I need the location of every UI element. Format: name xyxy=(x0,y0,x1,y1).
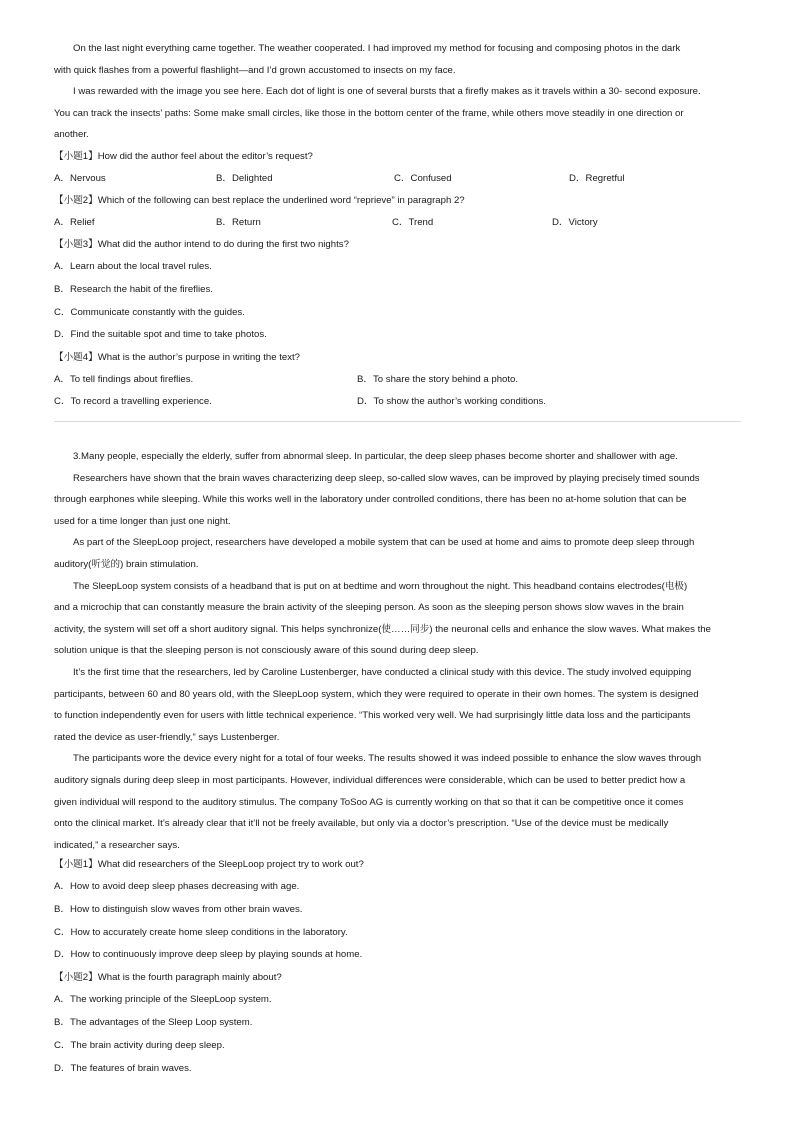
option-c[interactable]: C．The brain activity during deep sleep. xyxy=(54,1039,225,1051)
option-b[interactable]: B．Return xyxy=(216,217,261,228)
paragraph-line: Researchers have shown that the brain waves characterizing deep sleep, so-called slow waves, can be improved by playing precisely timed sounds xyxy=(73,472,700,484)
option-d[interactable]: D．Regretful xyxy=(569,173,625,184)
paragraph-line: rated the device as user-friendly,” says Lustenberger. xyxy=(54,731,280,743)
paragraph-line: The participants wore the device every night for a total of four weeks. The results showed it was indeed possible to enhance the slow waves through xyxy=(73,753,702,765)
question-text: 【小题2】Which of the following can best replace the underlined word “reprieve” in paragraph 2? xyxy=(54,195,465,206)
paragraph-line: auditory signals during deep sleep in most participants. However, individual differences were considerable, which can be used to better predict how a xyxy=(54,774,686,786)
paragraph-line: indicated,” a researcher says. xyxy=(54,839,180,851)
passage-3 xyxy=(54,446,740,856)
option-d[interactable]: D．How to continuously improve deep sleep by playing sounds at home. xyxy=(54,949,363,961)
passage-continuation xyxy=(54,38,740,146)
option-d[interactable]: D．Find the suitable spot and time to take photos. xyxy=(54,329,267,341)
paragraph-line: The SleepLoop system consists of a headband that is put on at bedtime and worn throughout the night. This headband contains electrodes(电极) xyxy=(73,580,688,592)
option-a[interactable]: A．Learn about the local travel rules. xyxy=(54,261,212,272)
paragraph-line: participants, between 60 and 80 years old, with the SleepLoop system, which they were required to operate in their own homes. The system is designed xyxy=(54,688,699,700)
option-b[interactable]: B．How to distinguish slow waves from other brain waves. xyxy=(54,903,303,915)
options-row xyxy=(54,212,740,234)
option-c[interactable]: C．Confused xyxy=(394,173,452,184)
paragraph-line: solution unique is that the sleeping person is not consciously aware of this sound during deep sleep. xyxy=(54,645,479,657)
option-c[interactable]: C．How to accurately create home sleep conditions in the laboratory. xyxy=(54,926,348,938)
option-c[interactable]: C．Communicate constantly with the guides. xyxy=(54,306,245,318)
paragraph-line: You can track the insects’ paths: Some make small circles, like those in the bottom center of the frame, while others move steadily in one direction or xyxy=(54,107,684,119)
question-text: 【小题4】What is the author’s purpose in writing the text? xyxy=(54,352,300,364)
question-group-2 xyxy=(54,854,740,1080)
paragraph-line: and a microchip that can constantly measure the brain activity of the sleeping person. As soon as the sleeping person shows slow waves in the brain xyxy=(54,602,684,614)
paragraph-line: 3.Many people, especially the elderly, suffer from abnormal sleep. In particular, the deep sleep phases become shorter and shallower with age. xyxy=(73,451,678,462)
option-b[interactable]: B．To share the story behind a photo. xyxy=(357,374,519,386)
section-divider xyxy=(54,421,741,422)
paragraph-line: through earphones while sleeping. While this works well in the laboratory under controlled conditions, there has been no at-home solution that can be xyxy=(54,494,687,506)
paragraph-line: It’s the first time that the researchers, led by Caroline Lustenberger, have conducted a clinical study with this device. The study involved equipping xyxy=(73,666,692,678)
question-text: 【小题1】What did researchers of the SleepLoop project try to work out? xyxy=(54,859,364,870)
paragraph-line: with quick flashes from a powerful flashlight—and I’d grown accustomed to insects on my face. xyxy=(54,64,456,76)
question-text: 【小题2】What is the fourth paragraph mainly about? xyxy=(54,972,282,984)
option-d[interactable]: D．The features of brain waves. xyxy=(54,1062,192,1074)
paragraph-line: As part of the SleepLoop project, researchers have developed a mobile system that can be used at home and aims to promote deep sleep through xyxy=(73,537,695,549)
paragraph-line: given individual will respond to the auditory stimulus. The company ToSoo AG is currently working on that so that it can be competitive once it comes xyxy=(54,796,684,808)
options-row xyxy=(54,168,740,190)
options-row xyxy=(54,369,740,391)
paragraph-line: activity, the system will set off a short auditory signal. This helps synchronize(使……同步) the neuronal cells and enhance the slow waves. What makes the xyxy=(54,623,711,635)
paragraph-line: another. xyxy=(54,129,89,141)
option-a[interactable]: A．Relief xyxy=(54,217,95,228)
option-d[interactable]: D．Victory xyxy=(552,217,598,228)
option-b[interactable]: B．Research the habit of the fireflies. xyxy=(54,283,213,295)
question-text: 【小题1】How did the author feel about the editor’s request? xyxy=(54,151,313,162)
paragraph-line: to function independently even for users with little technical experience. “This worked very well. We had surprisingly little data loss and the participants xyxy=(54,710,691,722)
paragraph-line: onto the clinical market. It’s already clear that it’ll not be freely available, but only via a doctor’s prescription. “Use of the device must be medically xyxy=(54,818,669,830)
option-b[interactable]: B．Delighted xyxy=(216,173,273,184)
option-b[interactable]: B．The advantages of the Sleep Loop system. xyxy=(54,1016,253,1028)
options-row xyxy=(54,391,740,413)
option-a[interactable]: A．Nervous xyxy=(54,173,106,184)
paragraph-line: auditory(听觉的) brain stimulation. xyxy=(54,558,199,570)
option-a[interactable]: A．How to avoid deep sleep phases decreasing with age. xyxy=(54,881,300,892)
option-d[interactable]: D．To show the author’s working conditions. xyxy=(357,396,546,408)
option-a[interactable]: A．The working principle of the SleepLoop system. xyxy=(54,994,272,1006)
option-c[interactable]: C．To record a travelling experience. xyxy=(54,396,212,408)
paragraph-line: I was rewarded with the image you see here. Each dot of light is one of several bursts that a firefly makes as it travels within a 30- second exposure. xyxy=(73,86,701,98)
question-text: 【小题3】What did the author intend to do during the first two nights? xyxy=(54,239,349,250)
question-group-1 xyxy=(54,146,740,413)
paragraph-line: used for a time longer than just one night. xyxy=(54,515,231,527)
option-c[interactable]: C．Trend xyxy=(392,217,434,228)
option-a[interactable]: A．To tell findings about fireflies. xyxy=(54,374,194,386)
paragraph-line: On the last night everything came together. The weather cooperated. I had improved my method for focusing and composing photos in the dark xyxy=(73,43,681,54)
